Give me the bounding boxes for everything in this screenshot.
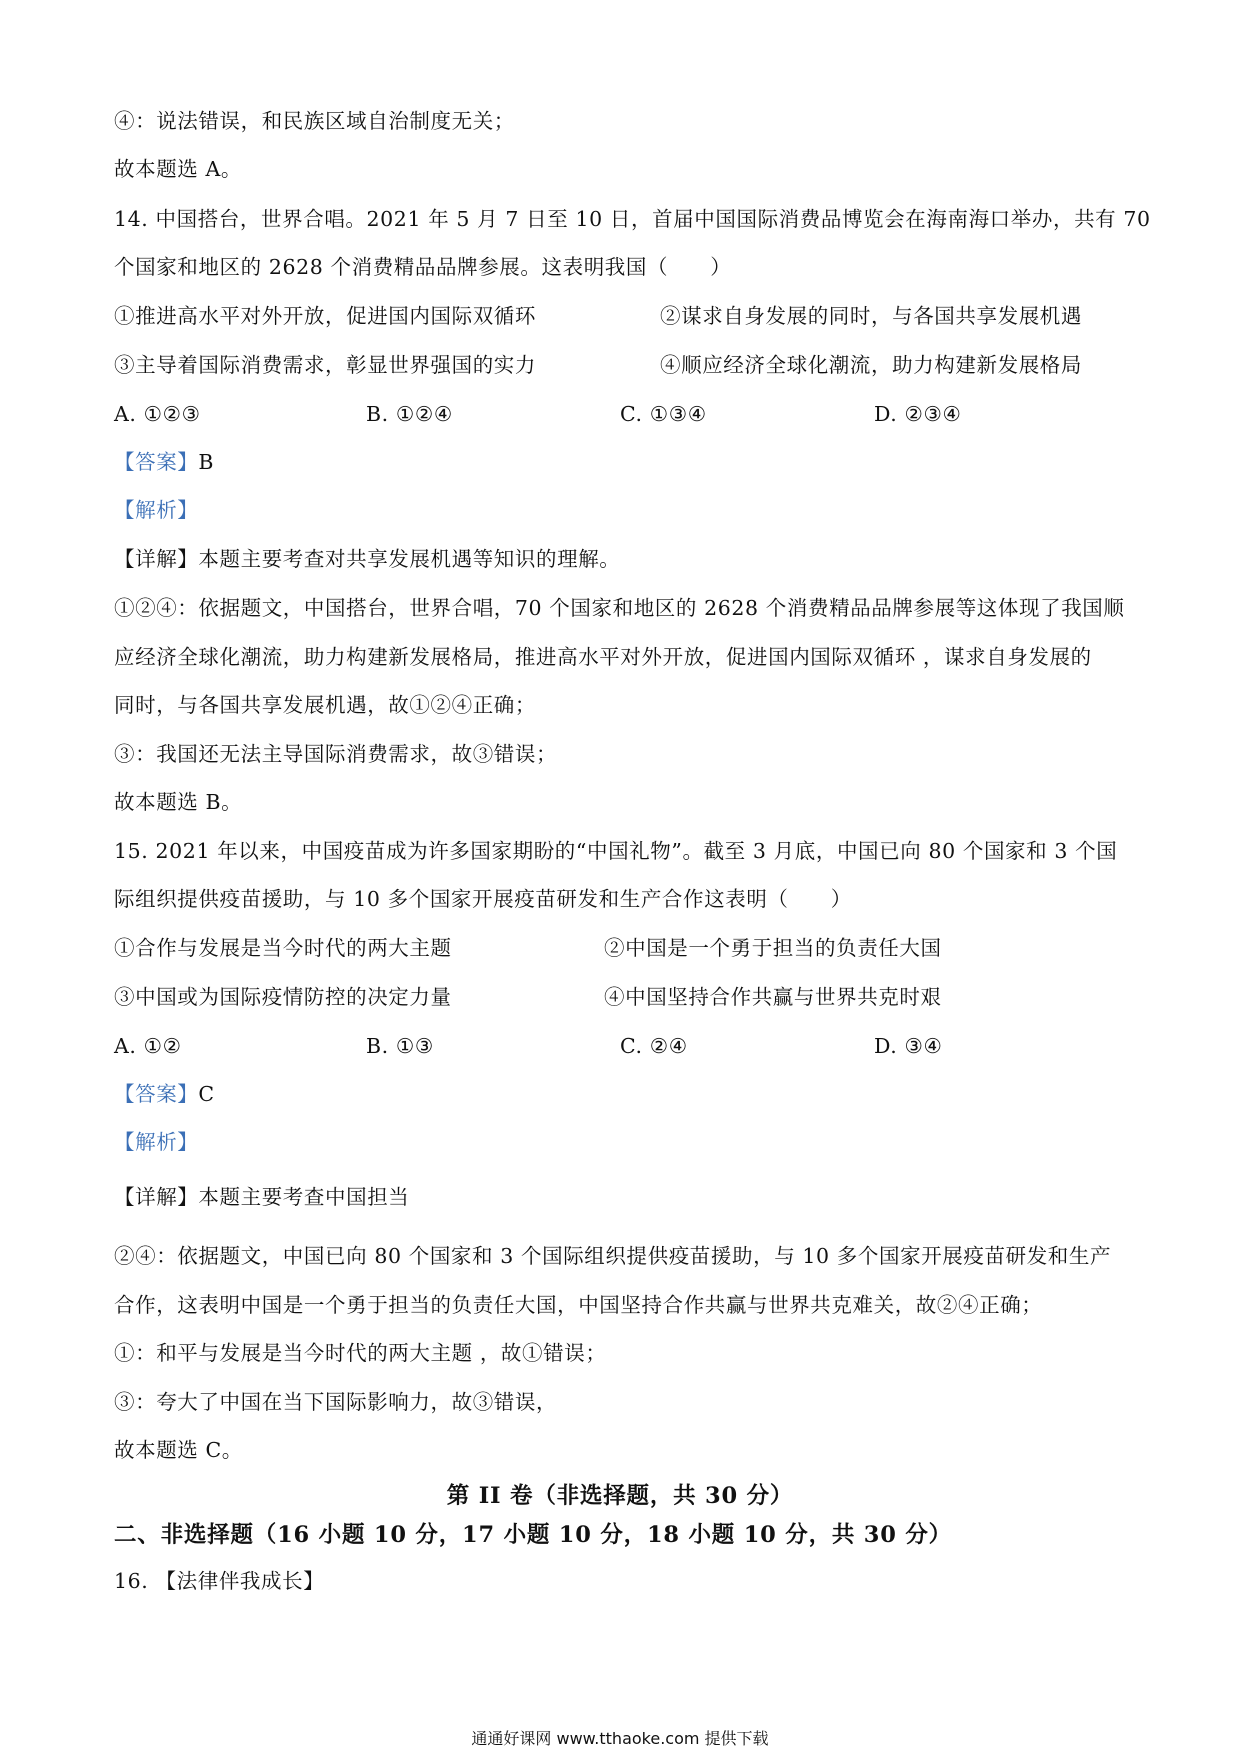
choice-b: B. ①③: [366, 1034, 434, 1058]
statement-3: ③中国或为国际疫情防控的决定力量: [114, 985, 452, 1009]
footer-watermark: 通通好课网 www.tthaoke.com 提供下载: [471, 1729, 769, 1748]
question-15-stem-cont: 际组织提供疫苗援助，与 10 多个国家开展疫苗研发和生产合作这表明（ ）: [114, 887, 852, 911]
question-16-heading: 16. 【法律伴我成长】: [114, 1569, 325, 1593]
text-line: 故本题选 A。: [114, 157, 243, 181]
statement-1: ①合作与发展是当今时代的两大主题: [114, 936, 452, 960]
detail-line: 【详解】本题主要考查对共享发展机遇等知识的理解。: [114, 547, 621, 571]
question-14-stem-cont: 个国家和地区的 2628 个消费精品品牌参展。这表明我国（ ）: [114, 255, 732, 279]
answer-label: 【答案】: [114, 450, 199, 474]
analysis-label: 【解析】: [114, 498, 199, 522]
section-heading: 第 II 卷（非选择题，共 30 分）: [446, 1483, 794, 1509]
statement-3: ③主导着国际消费需求，彰显世界强国的实力: [114, 353, 536, 377]
choice-a: A. ①②③: [114, 402, 201, 426]
answer-label: 【答案】: [114, 1082, 199, 1106]
choice-c: C. ①③④: [620, 402, 707, 426]
part-heading: 二、非选择题（16 小题 10 分，17 小题 10 分，18 小题 10 分，共 30 分）: [114, 1522, 952, 1548]
text-line: ②④：依据题文，中国已向 80 个国家和 3 个国际组织提供疫苗援助，与 10 多个国家开展疫苗研发和生产: [114, 1244, 1112, 1268]
text-line: ①②④：依据题文，中国搭台，世界合唱，70 个国家和地区的 2628 个消费精品品牌参展等这体现了我国顺: [114, 596, 1125, 620]
choice-b: B. ①②④: [366, 402, 453, 426]
text-line: 应经济全球化潮流，助力构建新发展格局，推进高水平对外开放，促进国内国际双循环 ，谋求自身发展的: [114, 645, 1092, 669]
statement-1: ①推进高水平对外开放，促进国内国际双循环: [114, 304, 536, 328]
text-line: ③：夸大了中国在当下国际影响力，故③错误，: [114, 1390, 558, 1414]
analysis-label: 【解析】: [114, 1130, 199, 1154]
answer-value: C: [198, 1082, 215, 1106]
statement-4: ④顺应经济全球化潮流，助力构建新发展格局: [660, 353, 1082, 377]
answer-line: [114, 447, 214, 477]
question-15-stem: 15. 2021 年以来，中国疫苗成为许多国家期盼的“中国礼物”。截至 3 月底，中国已向 80 个国家和 3 个国: [114, 839, 1118, 863]
text-line: 合作，这表明中国是一个勇于担当的负责任大国，中国坚持合作共赢与世界共克难关，故②④正确；: [114, 1293, 1043, 1317]
text-line: ④：说法错误，和民族区域自治制度无关；: [114, 109, 515, 133]
text-line: 故本题选 B。: [114, 790, 243, 814]
text-line: ①：和平与发展是当今时代的两大主题 ，故①错误；: [114, 1341, 607, 1365]
question-14-stem: 14. 中国搭台，世界合唱。2021 年 5 月 7 日至 10 日，首届中国国际消费品博览会在海南海口举办，共有 70: [114, 207, 1151, 231]
text-line: ③：我国还无法主导国际消费需求，故③错误；: [114, 742, 558, 766]
statement-2: ②谋求自身发展的同时，与各国共享发展机遇: [660, 304, 1082, 328]
choice-c: C. ②④: [620, 1034, 688, 1058]
statement-2: ②中国是一个勇于担当的负责任大国: [604, 936, 942, 960]
detail-line: 【详解】本题主要考查中国担当: [114, 1185, 410, 1209]
answer-line: [114, 1079, 215, 1109]
statement-4: ④中国坚持合作共赢与世界共克时艰: [604, 985, 942, 1009]
text-line: 故本题选 C。: [114, 1438, 243, 1462]
choice-d: D. ③④: [874, 1034, 943, 1058]
choice-d: D. ②③④: [874, 402, 962, 426]
text-line: 同时，与各国共享发展机遇，故①②④正确；: [114, 693, 536, 717]
choice-a: A. ①②: [114, 1034, 182, 1058]
answer-value: B: [198, 450, 215, 474]
